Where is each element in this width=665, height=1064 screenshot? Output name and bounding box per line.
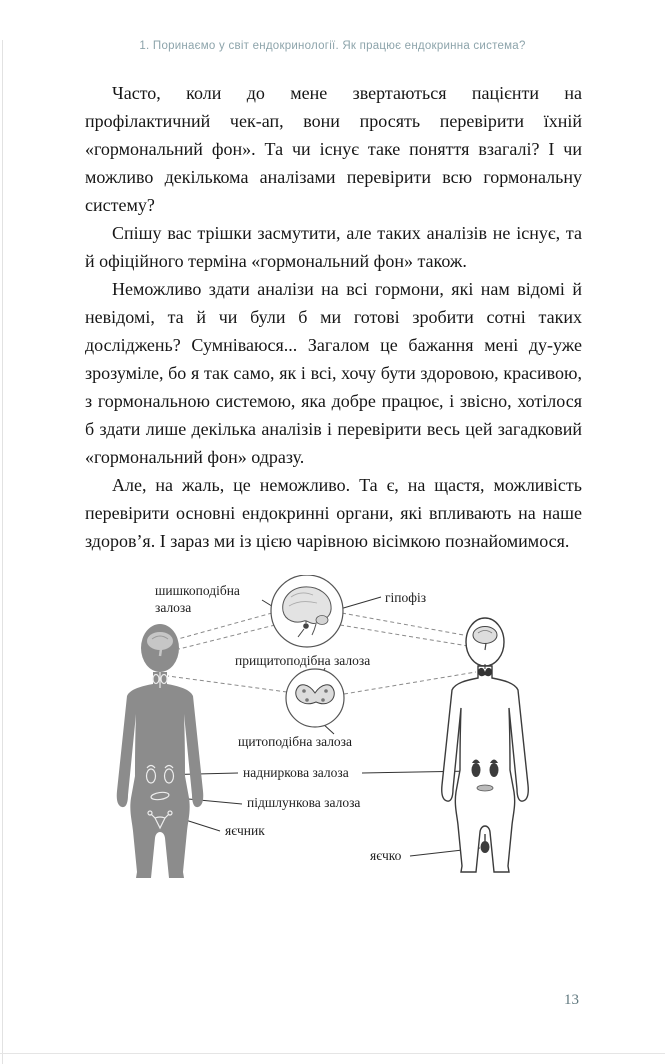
brain-icon: [473, 627, 497, 644]
paragraph-1: Часто, коли до мене звертаються пацієнти на профілактичний чек-ап, вони просять перевірити їхній «гормональний фон». Та чи існує таке поняття взагалі? І чи можливо декількома аналізами перевірити всю гормональну систему?: [85, 83, 582, 215]
page-edge-line: [2, 40, 3, 1064]
parathyroid-label: прищитоподібна залоза: [235, 653, 371, 668]
paragraph-4: Але, на жаль, це неможливо. Та є, на щастя, можливість перевірити основні ендокринні органи, які впливають на наше здоров’я. І зараз ми із цією чарівною вісімкою познайомимося.: [85, 475, 582, 551]
pineal-gland-label-line2: залоза: [155, 600, 192, 615]
pancreas-icon: [477, 785, 493, 791]
pituitary-gland-dot: [303, 623, 309, 629]
pancreas-label: підшлункова залоза: [247, 795, 361, 810]
female-figure-illustration: [117, 624, 204, 878]
male-figure-illustration: [442, 618, 529, 872]
page-bottom-line: [0, 1053, 665, 1054]
brain-icon: [147, 632, 173, 650]
brain-inset-illustration: [271, 575, 343, 647]
kidney-icon: [472, 763, 481, 777]
testis-icon: [481, 841, 490, 853]
body-text: [85, 79, 582, 555]
body-silhouette: [117, 672, 204, 878]
endocrine-diagram-svg: [70, 575, 600, 890]
ovary-label: яєчник: [225, 823, 265, 838]
thyroid-inset-illustration: [286, 669, 344, 727]
endocrine-diagram: [70, 575, 665, 895]
pineal-gland-label-line1: шишкоподібна: [155, 583, 240, 598]
thyroid-label: щитоподібна залоза: [238, 734, 353, 749]
adrenal-label: надниркова залоза: [243, 765, 349, 780]
pituitary-label: гіпофіз: [385, 590, 427, 605]
paragraph-2: Спішу вас трішки засмутити, але таких аналізів не існує, та й офіційного терміна «гормональний фон» також.: [85, 223, 582, 271]
running-header: 1. Поринаємо у світ ендокринології. Як працює ендокринна система?: [139, 40, 526, 52]
page-number: 13: [564, 992, 579, 1008]
testis-label: яєчко: [370, 848, 402, 863]
paragraph-3: Неможливо здати аналізи на всі гормони, які нам відомі й невідомі, та й чи були б ми готові зробити сотні таких досліджень? Сумніваюся... Загалом це бажання мені ду-уже зрозуміле, бо я так само, як і всі, хочу бути здоровою, красивою, з гормональною системою, яка добре працює, і звісно, хотілося б здати лише декілька аналізів і перевірити весь цей загадковий «гормональний фон» одразу.: [85, 279, 582, 467]
